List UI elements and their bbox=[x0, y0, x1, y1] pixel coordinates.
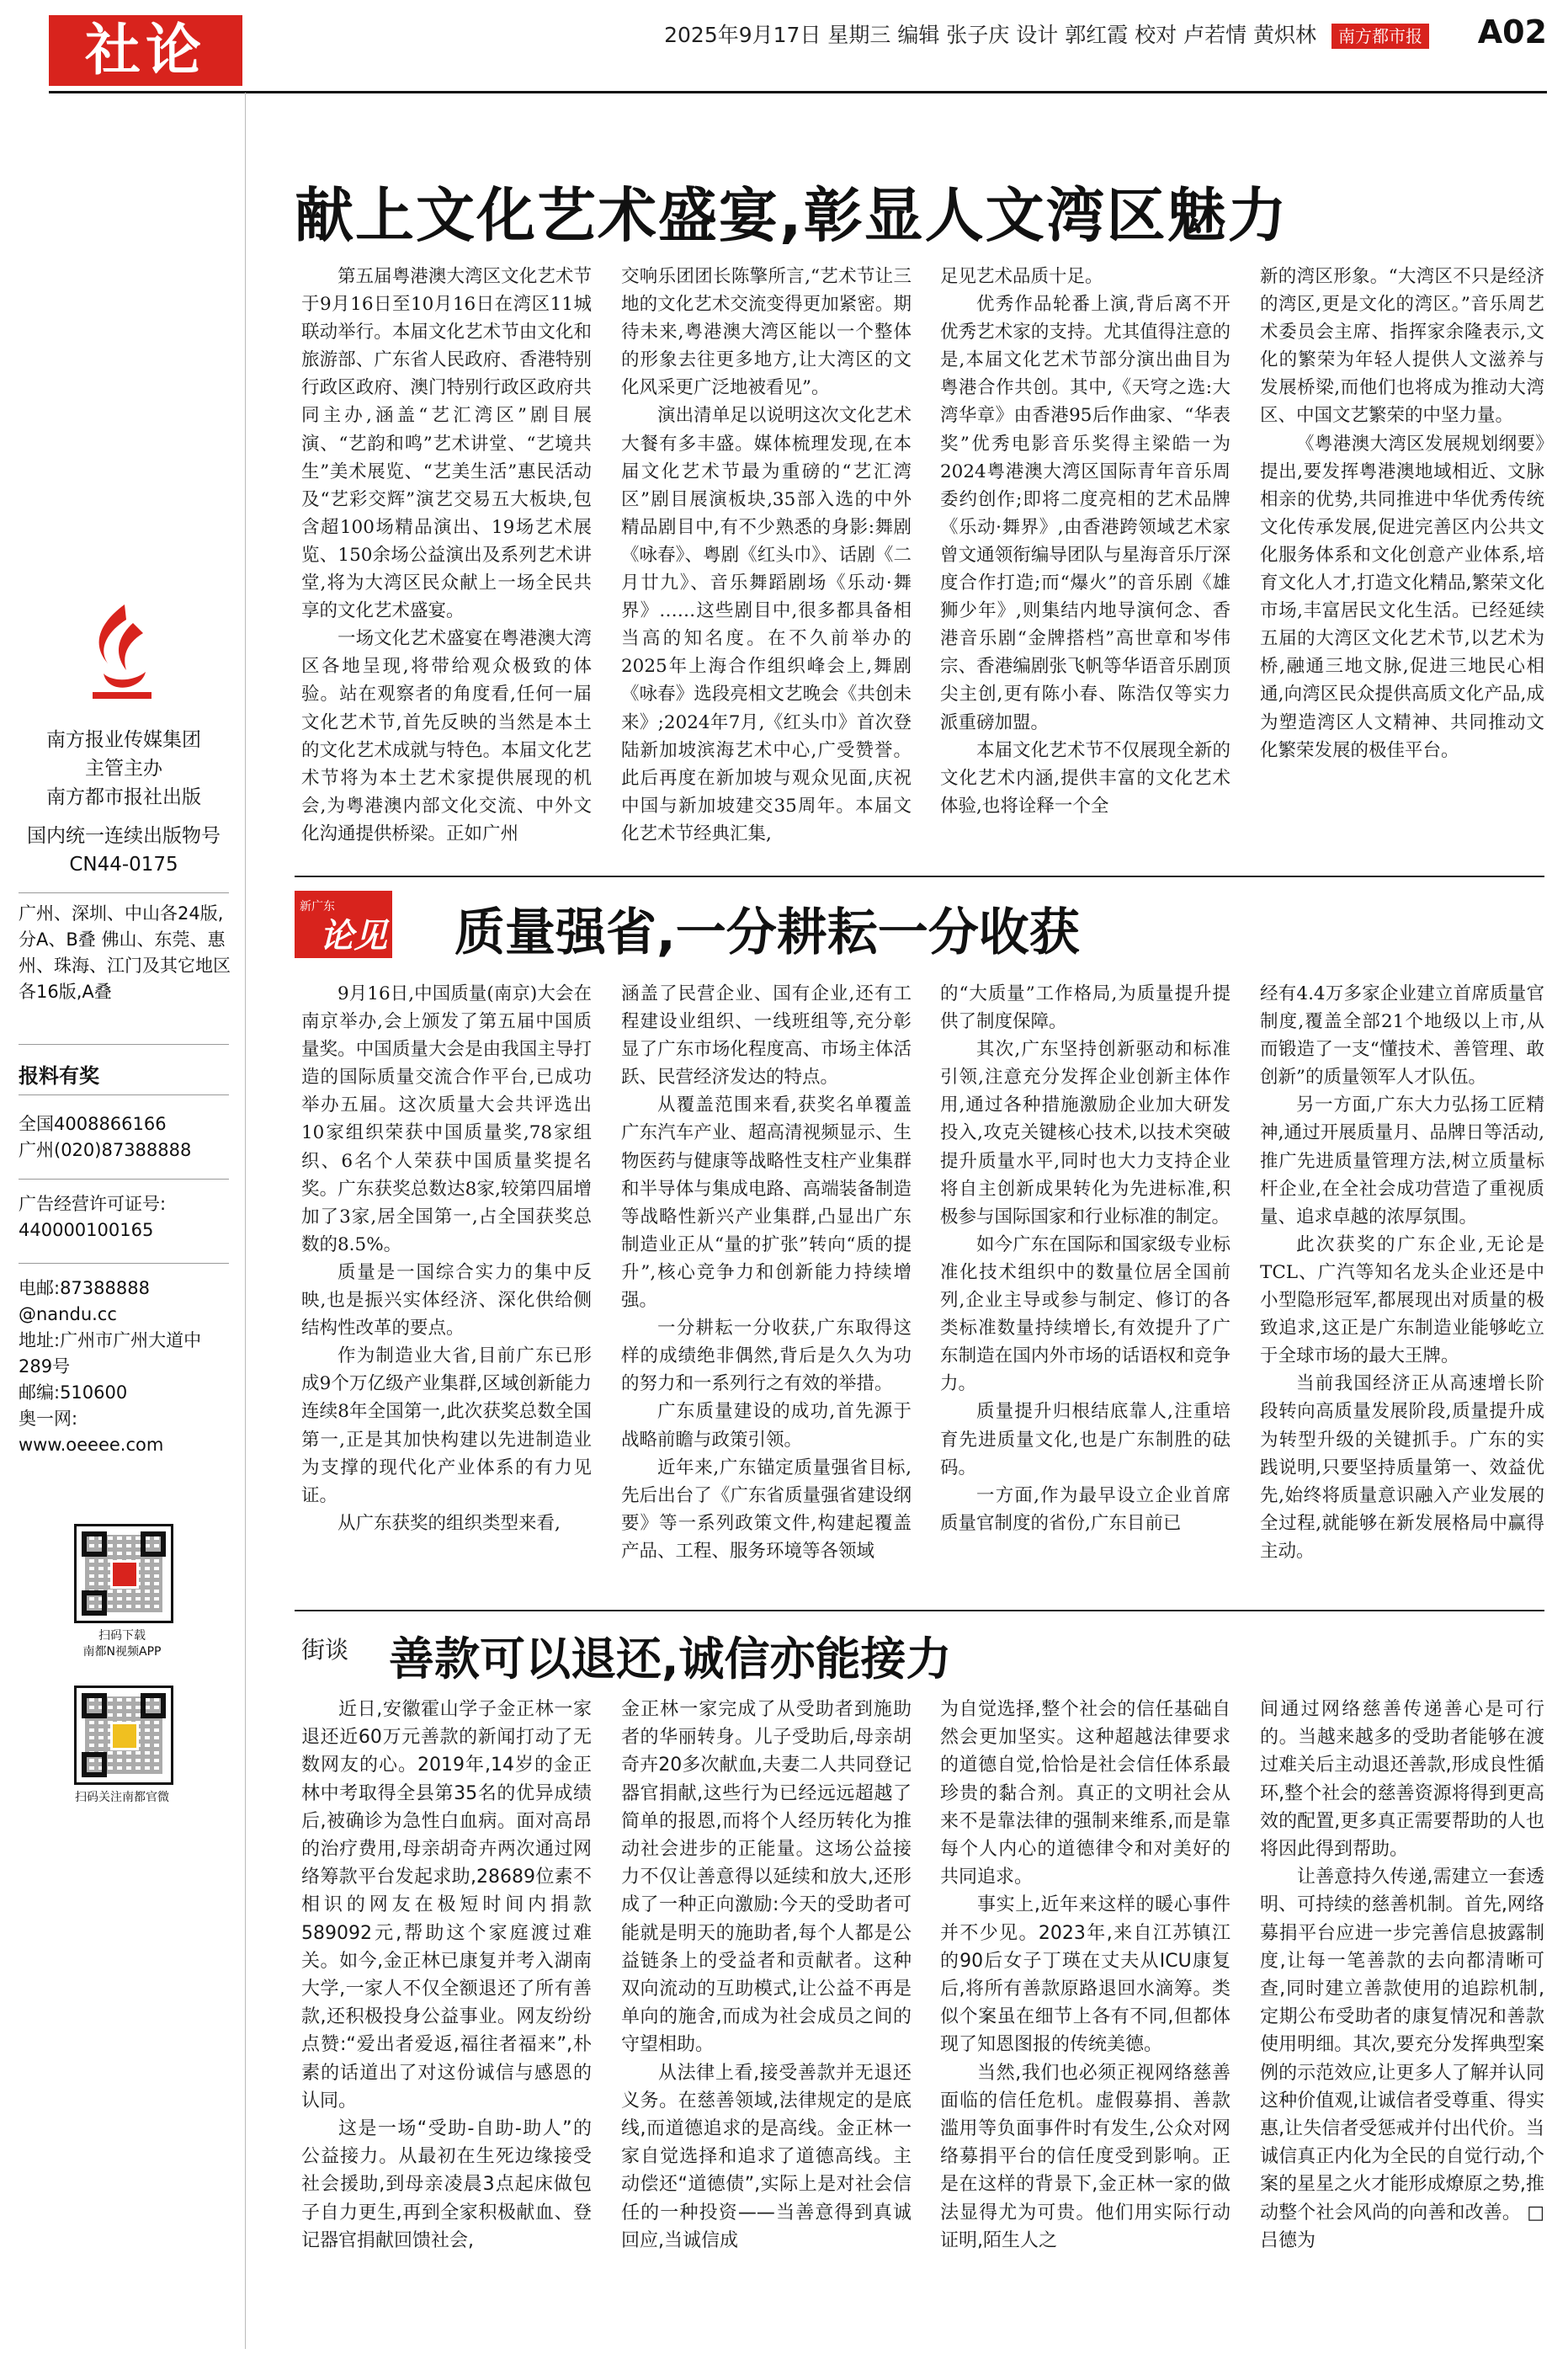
sidebar-divider bbox=[19, 892, 229, 893]
ad-label: 广告经营许可证号: bbox=[19, 1194, 167, 1214]
contact-line: 289号 bbox=[19, 1356, 71, 1377]
article3-col3 bbox=[940, 1696, 1230, 2337]
publisher-line-2: 主管主办 bbox=[85, 758, 162, 780]
qr-caption-weibo bbox=[34, 1790, 210, 1806]
paragraph: 从广东获奖的组织类型来看, bbox=[338, 1512, 561, 1534]
article3-title: 善款可以退还,诚信亦能接力 bbox=[389, 1632, 952, 1686]
paragraph: 这是一场“受助-自助-助人”的公益接力。从最初在生死边缘接受社会援助,到母亲凌晨3点起床做包子自力更生,再到全家积极献血、登记器官捐献回馈社会, bbox=[301, 2118, 592, 2251]
qr-caption-line: 南都N视频APP bbox=[82, 1645, 162, 1659]
paragraph: 当然,我们也必须正视网络慈善面临的信任危机。虚假募捐、善款滥用等负面事件时有发生,公众对网络募捐平台的信任度受到影响。正是在这样的背景下,金正林一家的做法显得尤为可贵。他们用实际行动证明,陌生人之 bbox=[940, 2062, 1230, 2251]
article2-col2 bbox=[621, 980, 912, 1595]
paragraph: 新的湾区形象。“大湾区不只是经济的湾区,更是文化的湾区。”音乐周艺术委员会主席、指挥家余隆表示,文化的繁荣为年轻人提供人文滋养与发展桥梁,而他们也将成为推动大湾区、中国文艺繁荣的中坚力量。 bbox=[1260, 266, 1544, 427]
section-divider bbox=[295, 1610, 1544, 1611]
paragraph: 其次,广东坚持创新驱动和标准引领,注意充分发挥企业创新主体作用,通过各种措施激励企业加大研发投入,攻克关键核心技术,以技术突破提升质量水平,同时也大力支持企业将自主创新成果转化为先进标准,积极参与国际国家和行业标准的制定。 bbox=[940, 1039, 1230, 1228]
paragraph: 近日,安徽霍山学子金正林一家退还近60万元善款的新闻打动了无数网友的心。2019年,14岁的金正林中考取得全县第35名的优异成绩后,被确诊为急性白血病。面对高昂的治疗费用,母亲胡奇卉两次通过网络筹款平台发起求助,28689位素不相识的网友在极短时间内捐款589092元,帮助这个家庭渡过难关。如今,金正林已康复并考入湖南大学,一家人不仅全额退还了所有善款,还积极投身公益事业。网友纷纷点赞:“爱出者爱返,福往者福来”,朴素的话道出了对这份诚信与感恩的认同。 bbox=[301, 1699, 592, 2112]
badge-small-text: 新广东 bbox=[300, 900, 335, 913]
article3-col1 bbox=[301, 1696, 592, 2337]
paragraph: 如今广东在国际和国家级专业标准化技术组织中的数量位居全国前列,企业主导或参与制定、修订的各类标准数量持续增长,有效提升了广东制造在国内外市场的话语权和竞争力。 bbox=[940, 1233, 1230, 1395]
masthead bbox=[49, 15, 1547, 86]
article1-col4 bbox=[1260, 263, 1544, 862]
paragraph: 作为制造业大省,目前广东已形成9个万亿级产业集群,区域创新能力连续8年全国第一,此次获奖总数全国第一,正是其加快构建以先进制造业为支撑的现代化产业体系的有力见证。 bbox=[301, 1345, 592, 1506]
top-rule bbox=[49, 91, 1547, 93]
article2-col1 bbox=[301, 980, 592, 1595]
article1-title: 献上文化艺术盛宴,彰显人文湾区魅力 bbox=[295, 181, 1289, 250]
cn-label: 国内统一连续出版物号 bbox=[27, 825, 221, 847]
tip-title: 报料有奖 bbox=[19, 1064, 99, 1088]
paragraph: 一方面,作为最早设立企业首席质量官制度的省份,广东目前已 bbox=[940, 1484, 1230, 1534]
article1-col2 bbox=[621, 263, 912, 862]
contact-line: 电邮:87388888 bbox=[19, 1278, 150, 1298]
badge-big-text: 论见 bbox=[320, 917, 387, 956]
paragraph: 当前我国经济正从高速增长阶段转向高质量发展阶段,质量提升成为转型升级的关键抓手。广东的实践说明,只要坚持质量第一、效益优先,始终将质量意识融入产业发展的全过程,就能够在新发展格局中赢得主动。 bbox=[1260, 1373, 1544, 1562]
article2-col3 bbox=[940, 980, 1230, 1595]
paragraph: 质量提升归根结底靠人,注重培育先进质量文化,也是广东制胜的砝码。 bbox=[940, 1401, 1230, 1478]
sidebar-divider bbox=[19, 1263, 229, 1264]
brand-mark: 南方都市报 bbox=[1331, 24, 1429, 49]
section-divider bbox=[295, 876, 1544, 877]
paragraph: 近年来,广东锚定质量强省目标,先后出台了《广东省质量强省建设纲要》等一系列政策文件,构建起覆盖产品、工程、服务环境等各领域 bbox=[621, 1457, 912, 1562]
nanfang-logo-icon bbox=[74, 598, 167, 707]
paragraph: 为自觉选择,整个社会的信任基础自然会更加坚实。这种超越法律要求的道德自觉,恰恰是社会信任体系最珍贵的黏合剂。真正的文明社会从来不是靠法律的强制来维系,而是靠每个人内心的道德律令和对美好的共同追求。 bbox=[940, 1699, 1230, 1888]
article1-col3 bbox=[940, 263, 1230, 862]
issue-meta bbox=[664, 19, 1429, 49]
tip-national: 全国4008866166 bbox=[19, 1114, 167, 1134]
qr-caption-line: 扫码关注南都官微 bbox=[75, 1791, 169, 1804]
paragraph: 让善意持久传递,需建立一套透明、可持续的慈善机制。首先,网络募捐平台应进一步完善信息披露制度,让每一笔善款的去向都清晰可查,同时建立善款使用的追踪机制,定期公布受助者的康复情况和善款使用明细。其次,要充分发挥典型案例的示范效应,让更多人了解并认同这种价值观,让诚信者受尊重、得实惠,让失信者受惩戒并付出代价。当诚信真正内化为全民的自觉行动,个案的星星之火才能形成燎原之势,推动整个社会风尚的向善和改善。 □吕德为 bbox=[1260, 1867, 1544, 2251]
paragraph: 的“大质量”工作格局,为质量提升提供了制度保障。 bbox=[940, 983, 1230, 1033]
article2-col4 bbox=[1260, 980, 1544, 1595]
publisher-line-1: 南方报业传媒集团 bbox=[46, 729, 201, 751]
ad-license bbox=[19, 1191, 233, 1244]
paragraph: 一场文化艺术盛宴在粤港澳大湾区各地呈现,将带给观众极致的体验。站在观察者的角度看,任何一届文化艺术节,首先反映的当然是本土的文化艺术成就与特色。本届文化艺术节将为本土艺术家提供展现的机会,为粤港澳内部文化交流、中外文化沟通提供桥梁。正如广州 bbox=[301, 628, 592, 844]
contact-line: 地址:广州市广州大道中 bbox=[19, 1330, 202, 1350]
paragraph: 从覆盖范围来看,获奖名单覆盖广东汽车产业、超高清视频显示、生物医药与健康等战略性支柱产业集群和半导体与集成电路、高端装备制造等战略性新兴产业集群,凸显出广东制造业正从“量的扩张”转向“质的提升”,核心竞争力和创新能力持续增强。 bbox=[621, 1094, 912, 1312]
sidebar bbox=[0, 93, 246, 2349]
paragraph: 涵盖了民营企业、国有企业,还有工程建设业组织、一线班组等,充分彰显了广东市场化程度高、市场主体活跃、民营经济发达的特点。 bbox=[621, 983, 912, 1089]
article2-title: 质量强省,一分耕耘一分收获 bbox=[454, 903, 1080, 962]
contact-line: @nandu.cc bbox=[19, 1304, 117, 1324]
paragraph: 金正林一家完成了从受助者到施助者的华丽转身。儿子受助后,母亲胡奇卉20多次献血,夫妻二人共同登记器官捐献,这些行为已经远远超越了简单的报恩,而将个人经历转化为推动社会进步的正能量。这场公益接力不仅让善意得以延续和放大,还形成了一种正向激励:今天的受助者可能就是明天的施助者,每个人都是公益链条上的受益者和贡献者。这种双向流动的互助模式,让公益不再是单向的施舍,而成为社会成员之间的守望相助。 bbox=[621, 1699, 912, 2056]
column-badge bbox=[295, 891, 392, 958]
publisher-block bbox=[19, 726, 229, 879]
qr-code-weibo bbox=[74, 1686, 173, 1785]
contact-line: www.oeeee.com bbox=[19, 1435, 164, 1455]
paragraph: 经有4.4万多家企业建立首席质量官制度,覆盖全部21个地级以上市,从而锻造了一支“懂技术、善管理、敢创新”的质量领军人才队伍。 bbox=[1260, 983, 1544, 1089]
paragraph: 一分耕耘一分收获,广东取得这样的成绩绝非偶然,背后是久久为功的努力和一系列行之有效的举措。 bbox=[621, 1318, 912, 1395]
issue-meta-text: 2025年9月17日 星期三 编辑 张子庆 设计 郭红霞 校对 卢若情 黄炽林 bbox=[664, 23, 1317, 47]
paragraph: 交响乐团团长陈擎所言,“艺术节让三地的文化艺术交流变得更加紧密。期待未来,粤港澳大湾区能以一个整体的形象去往更多地方,让大湾区的文化风采更广泛地被看见”。 bbox=[621, 266, 912, 399]
paragraph: 广东质量建设的成功,首先源于战略前瞻与政策引领。 bbox=[621, 1401, 912, 1451]
contact-block bbox=[19, 1276, 233, 1458]
paragraph: 从法律上看,接受善款并无退还义务。在慈善领域,法律规定的是底线,而道德追求的是高线。金正林一家自觉选择和追求了道德高线。主动偿还“道德债”,实际上是对社会信任的一种投资——当善意得到真诚回应,当诚信成 bbox=[621, 2062, 912, 2251]
paragraph: 此次获奖的广东企业,无论是TCL、广汽等知名龙头企业还是中小型隐形冠军,都展现出对质量的极致追求,这正是广东制造业能够屹立于全球市场的最大王牌。 bbox=[1260, 1233, 1544, 1367]
paragraph: 事实上,近年来这样的暖心事件并不少见。2023年,来自江苏镇江的90后女子丁瑛在丈夫从ICU康复后,将所有善款原路退回水滴筹。类似个案虽在细节上各有不同,但都体现了知恩图报的传统美德。 bbox=[940, 1894, 1230, 2056]
article3-col2 bbox=[621, 1696, 912, 2337]
sidebar-divider bbox=[19, 1044, 229, 1045]
paragraph: 《粤港澳大湾区发展规划纲要》提出,要发挥粤港澳地域相近、文脉相亲的优势,共同推进中华优秀传统文化传承发展,促进完善区内公共文化服务体系和文化创意产业体系,培育文化人才,打造文化精品,繁荣文化市场,丰富居民文化生活。已经延续五届的大湾区文化艺术节,以艺术为桥,融通三地文脉,促进三地民心相通,向湾区民众提供高质文化产品,成为塑造湾区人文精神、共同推动文化繁荣发展的极佳平台。 bbox=[1260, 433, 1544, 761]
contact-line: 邮编:510600 bbox=[19, 1382, 128, 1403]
editions-note: 广州、深圳、中山各24版,分A、B叠 佛山、东莞、惠州、珠海、江门及其它地区各16版,A叠 bbox=[19, 903, 231, 1002]
ad-number: 440000100165 bbox=[19, 1220, 154, 1240]
paragraph: 另一方面,广东大力弘扬工匠精神,通过开展质量月、品牌日等活动,推广先进质量管理方法,树立质量标杆企业,在全社会成功营造了重视质量、追求卓越的浓厚氛围。 bbox=[1260, 1094, 1544, 1228]
paragraph: 演出清单足以说明这次文化艺术大餐有多丰盛。媒体梳理发现,在本届文化艺术节最为重磅的“艺汇湾区”剧目展演板块,35部入选的中外精品剧目中,有不少熟悉的身影:舞剧《咏春》、粤剧《红头巾》、话剧《二月廿九》、音乐舞蹈剧场《乐动·舞界》……这些剧目中,很多都具备相当高的知名度。在不久前举办的2025年上海合作组织峰会上,舞剧《咏春》选段亮相文艺晚会《共创未来》;2024年7月,《红头巾》首次登陆新加坡滨海艺术中心,广受赞誉。此后再度在新加坡与观众见面,庆祝中国与新加坡建交35周年。本届文化艺术节经典汇集, bbox=[621, 405, 912, 844]
article1-col1 bbox=[301, 263, 592, 862]
paragraph: 质量是一国综合实力的集中反映,也是振兴实体经济、深化供给侧结构性改革的要点。 bbox=[301, 1261, 592, 1339]
paragraph: 本届文化艺术节不仅展现全新的文化艺术内涵,提供丰富的文化艺术体验,也将诠释一个全 bbox=[940, 739, 1230, 817]
cn-number: CN44-0175 bbox=[69, 854, 178, 876]
sidebar-divider bbox=[19, 1179, 229, 1180]
paragraph: 9月16日,中国质量(南京)大会在南京举办,会上颁发了第五届中国质量奖。中国质量大会是由我国主导打造的国际质量交流合作平台,已成功举办五届。这次质量大会共评选出10家组织荣获中国质量奖,78家组织、6名个人荣获中国质量奖提名奖。广东获奖总数达8家,较第四届增加了3家,居全国第一,占全国获奖总数的8.5%。 bbox=[301, 983, 592, 1255]
sidebar-divider bbox=[19, 1094, 229, 1095]
publisher-line-3: 南方都市报社出版 bbox=[46, 786, 201, 808]
tip-gz: 广州(020)87388888 bbox=[19, 1140, 192, 1160]
qr-code-app bbox=[74, 1524, 173, 1623]
paragraph: 优秀作品轮番上演,背后离不开优秀艺术家的支持。尤其值得注意的是,本届文化艺术节部分演出曲目为粤港合作共创。其中,《天穹之选:大湾华章》由香港95后作曲家、“华表奖”优秀电影音乐奖得主梁皓一为2024粤港澳大湾区国际青年音乐周委约创作;即将二度亮相的艺术品牌《乐动·舞界》,由香港跨领域艺术家曾文通领衔编导团队与星海音乐厅深度合作打造;而“爆火”的音乐剧《雄狮少年》,则集结内地导演何念、香港音乐剧“金牌搭档”高世章和岑伟宗、香港编剧张飞帆等华语音乐剧顶尖主创,更有陈小春、陈浩仅等实力派重磅加盟。 bbox=[940, 294, 1230, 733]
paragraph: 第五届粤港澳大湾区文化艺术节于9月16日至10月16日在湾区11城联动举行。本届文化艺术节由文化和旅游部、广东省人民政府、香港特别行政区政府、澳门特别行政区政府共同主办,涵盖“艺汇湾区”剧目展演、“艺韵和鸣”艺术讲堂、“艺境共生”美术展览、“艺美生活”惠民活动及“艺彩交辉”演艺交易五大板块,包含超100场精品演出、19场艺术展览、150余场公益演出及系列艺术讲堂,将为大湾区民众献上一场全民共享的文化艺术盛宴。 bbox=[301, 266, 592, 622]
qr-caption-app bbox=[34, 1628, 210, 1660]
section-label: 社论 bbox=[49, 15, 242, 86]
page-number: A02 bbox=[1477, 13, 1547, 51]
paragraph: 间通过网络慈善传递善心是可行的。当越来越多的受助者能够在渡过难关后主动退还善款,形成良性循环,整个社会的慈善资源将得到更高效的配置,更多真正需要帮助的人也将因此得到帮助。 bbox=[1260, 1699, 1544, 1861]
article3-col4 bbox=[1260, 1696, 1544, 2337]
contact-line: 奥一网: bbox=[19, 1409, 78, 1429]
tip-lines bbox=[19, 1111, 233, 1164]
qr-caption-line: 扫码下载 bbox=[98, 1629, 146, 1643]
column-kicker: 街谈 bbox=[301, 1636, 349, 1664]
paragraph: 足见艺术品质十足。 bbox=[940, 266, 1103, 287]
